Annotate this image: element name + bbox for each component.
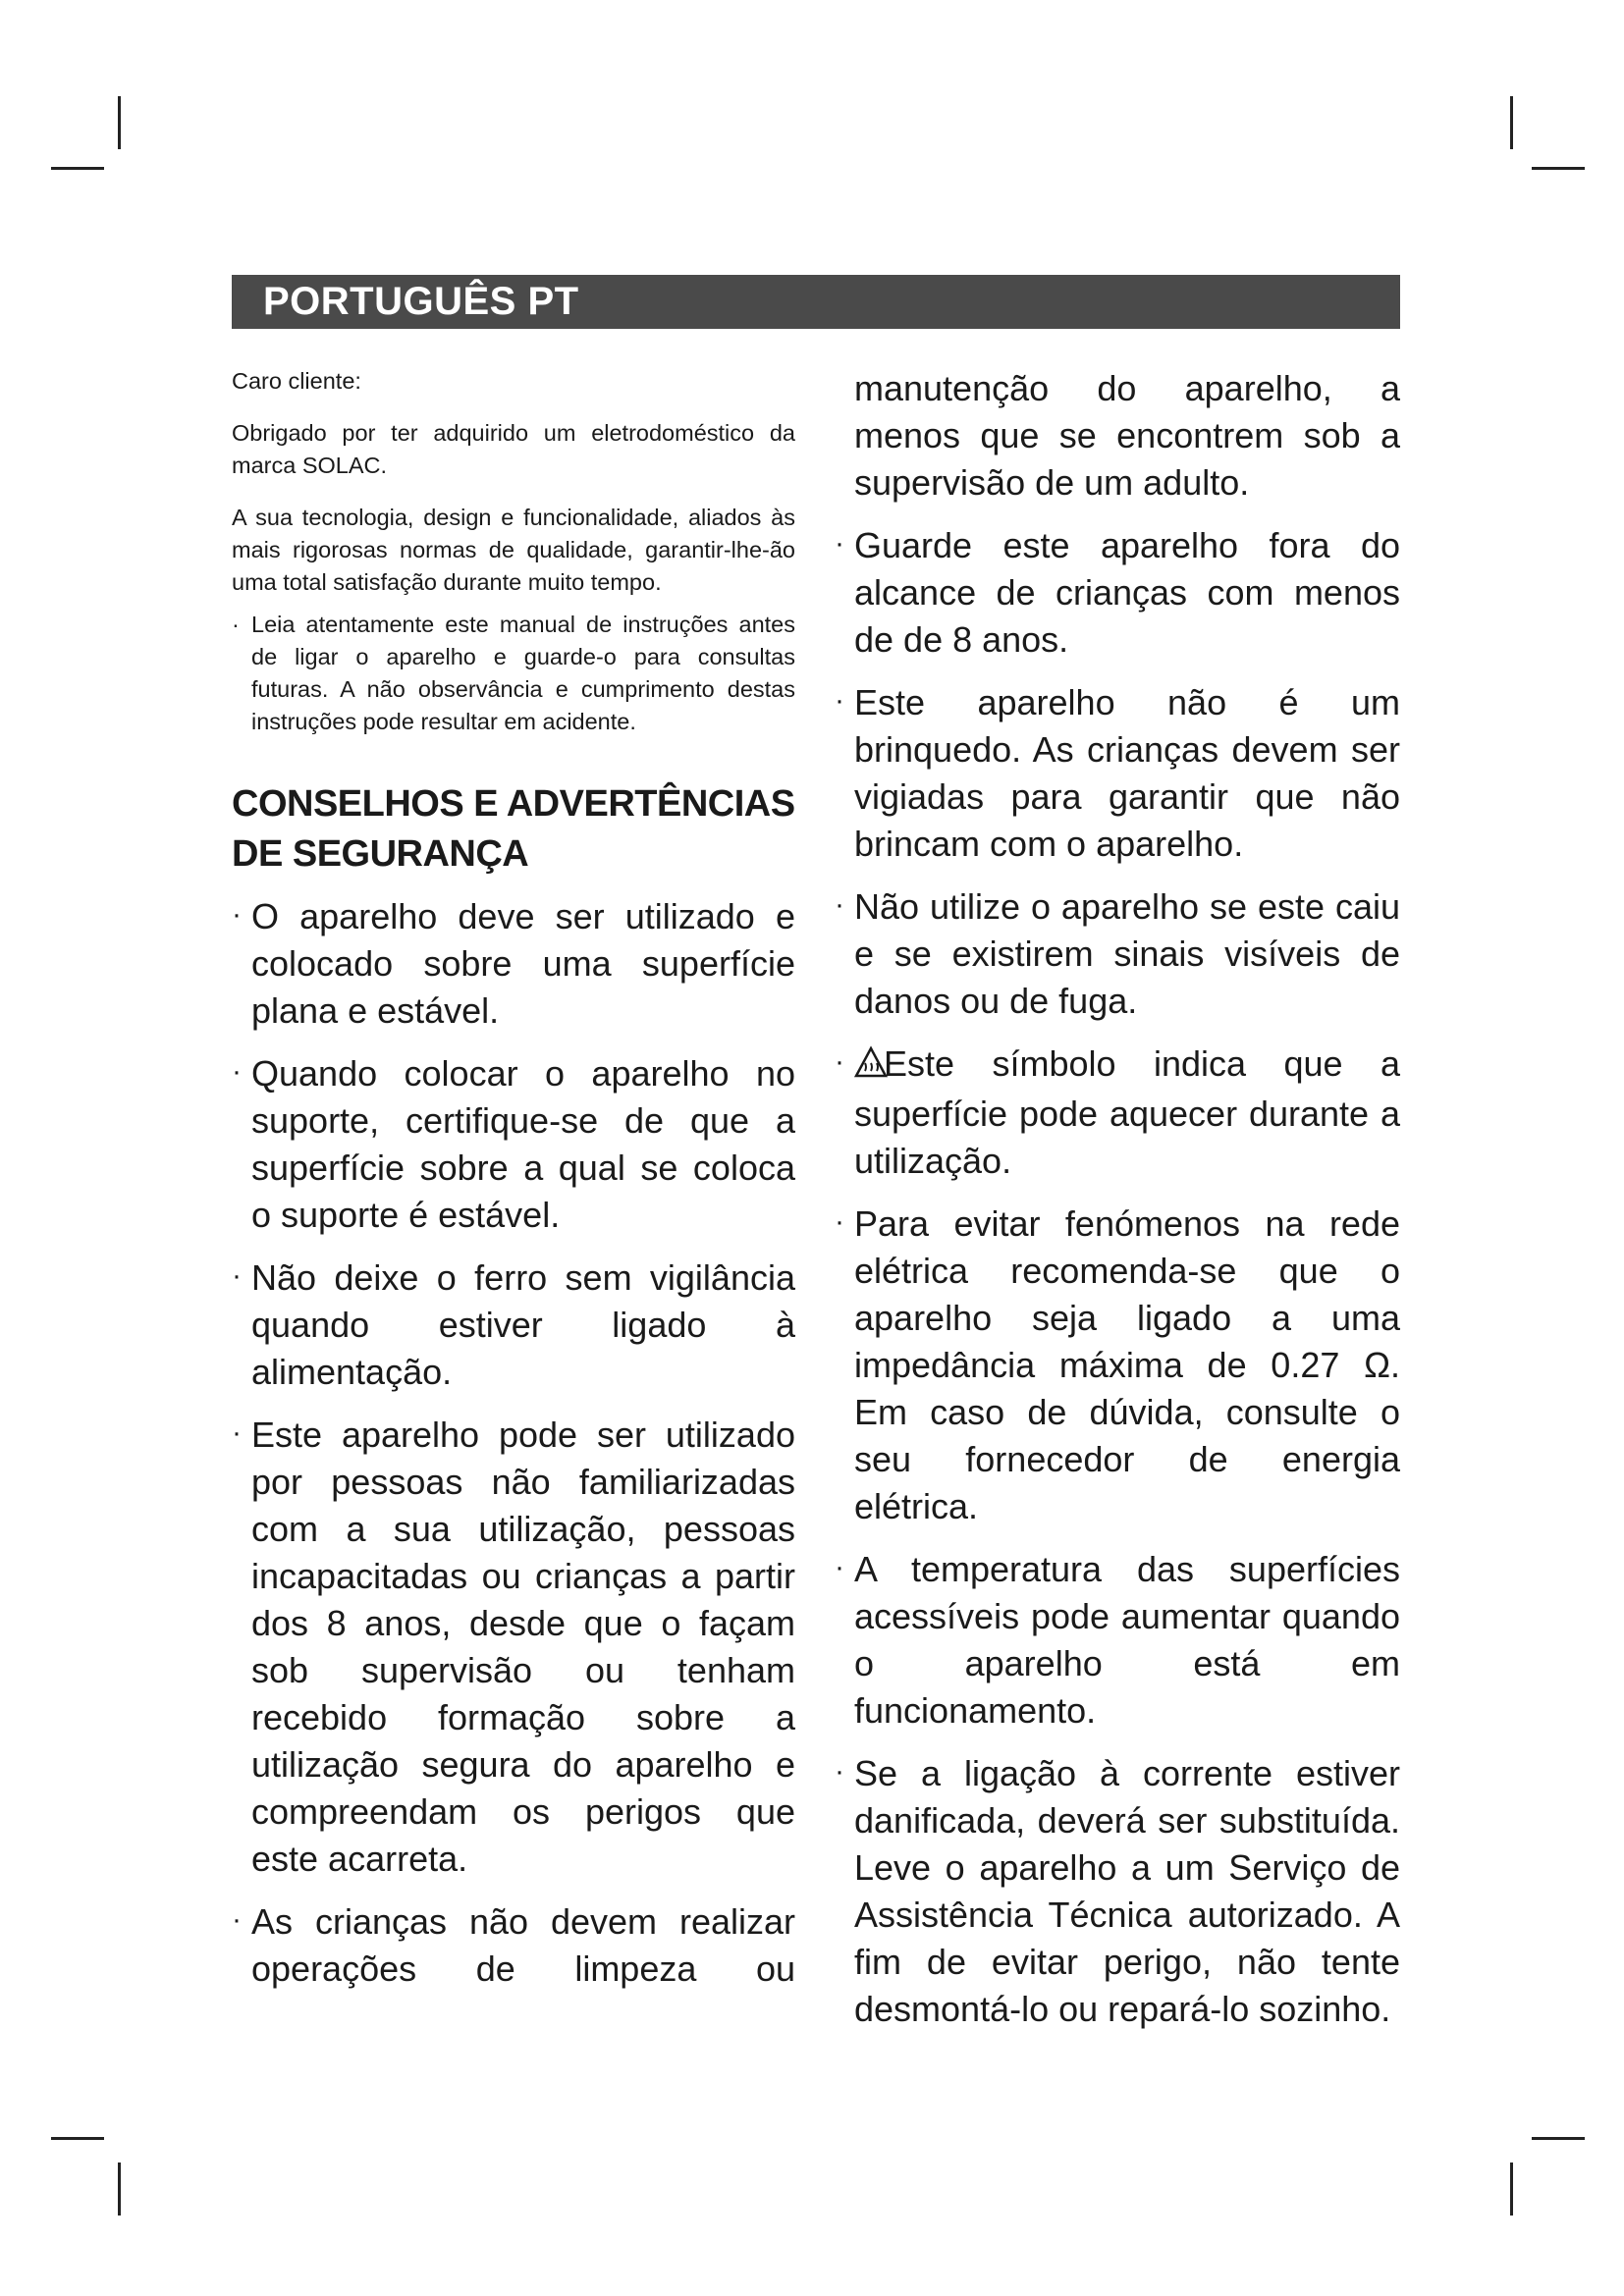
- technology-text: A sua tecnologia, design e funcionalidade, aliados às mais rigorosas normas de qualidade, garantir-lhe-ão uma total satisfação durante muito tempo.: [232, 505, 795, 595]
- hot-surface-text: Este símbolo indica que a superfície pode aquecer durante a utilização.: [854, 1043, 1400, 1181]
- safety-item: · Este aparelho pode ser utilizado por pessoas não familiarizadas com a sua utilização, pessoas incapacitadas ou crianças a partir dos 8 anos, desde que o façam sob supervisão ou tenham recebido formação sobre a utilização segura do aparelho e compreendam os perigos que este acarreta.: [232, 1412, 795, 1883]
- safety-item: · A temperatura das superfícies acessíveis pode aumentar quando o aparelho está em funcionamento.: [854, 1546, 1400, 1735]
- safety-item: · Para evitar fenómenos na rede elétrica recomenda-se que o aparelho seja ligado a uma impedância máxima de 0.27 Ω. Em caso de dúvida, consulte o seu fornecedor de energia elétrica.: [854, 1201, 1400, 1530]
- crop-mark: [1510, 96, 1513, 149]
- crop-mark: [1510, 2163, 1513, 2216]
- safety-item: · As crianças não devem realizar operações de limpeza ou: [232, 1898, 795, 1993]
- crop-mark: [1532, 167, 1585, 170]
- safety-item: · O aparelho deve ser utilizado e colocado sobre uma superfície plana e estável.: [232, 893, 795, 1035]
- safety-item-continuation: manutenção do aparelho, a menos que se encontrem sob a supervisão de um adulto.: [854, 368, 1400, 503]
- left-column: [232, 365, 795, 2008]
- crop-mark: [118, 96, 121, 149]
- safety-item: · Não deixe o ferro sem vigilância quando estiver ligado à alimentação.: [232, 1255, 795, 1396]
- safety-item: · Este aparelho não é um brinquedo. As crianças devem ser vigiadas para garantir que não brincam com o aparelho.: [854, 679, 1400, 868]
- hot-surface-warning-icon: [854, 1043, 888, 1091]
- hot-surface-item: [854, 1041, 1400, 1185]
- thanks-text: Obrigado por ter adquirido um eletrodoméstico da marca SOLAC.: [232, 420, 795, 478]
- read-manual-text: · Leia atentamente este manual de instruções antes de ligar o aparelho e guarde-o para consultas futuras. A não observância e cumprimento destas instruções pode resultar em acidente.: [232, 609, 795, 738]
- crop-mark: [51, 167, 104, 170]
- safety-heading: CONSELHOS E ADVERTÊNCIAS DE SEGURANÇA: [232, 783, 795, 875]
- language-header: PORTUGUÊS PT: [232, 275, 1400, 329]
- greeting: Caro cliente:: [232, 368, 361, 394]
- safety-item: · Não utilize o aparelho se este caiu e se existirem sinais visíveis de danos ou de fuga.: [854, 883, 1400, 1025]
- safety-item: · Quando colocar o aparelho no suporte, certifique-se de que a superfície sobre a qual se coloca o suporte é estável.: [232, 1050, 795, 1239]
- crop-mark: [1532, 2137, 1585, 2140]
- right-column: [854, 365, 1400, 2049]
- safety-item: · Guarde este aparelho fora do alcance de crianças com menos de de 8 anos.: [854, 522, 1400, 664]
- crop-mark: [51, 2137, 104, 2140]
- safety-item: · Se a ligação à corrente estiver danificada, deverá ser substituída. Leve o aparelho a um Serviço de Assistência Técnica autorizado. A fim de evitar perigo, não tente desmontá-lo ou repará-lo sozinho.: [854, 1750, 1400, 2033]
- crop-mark: [118, 2163, 121, 2216]
